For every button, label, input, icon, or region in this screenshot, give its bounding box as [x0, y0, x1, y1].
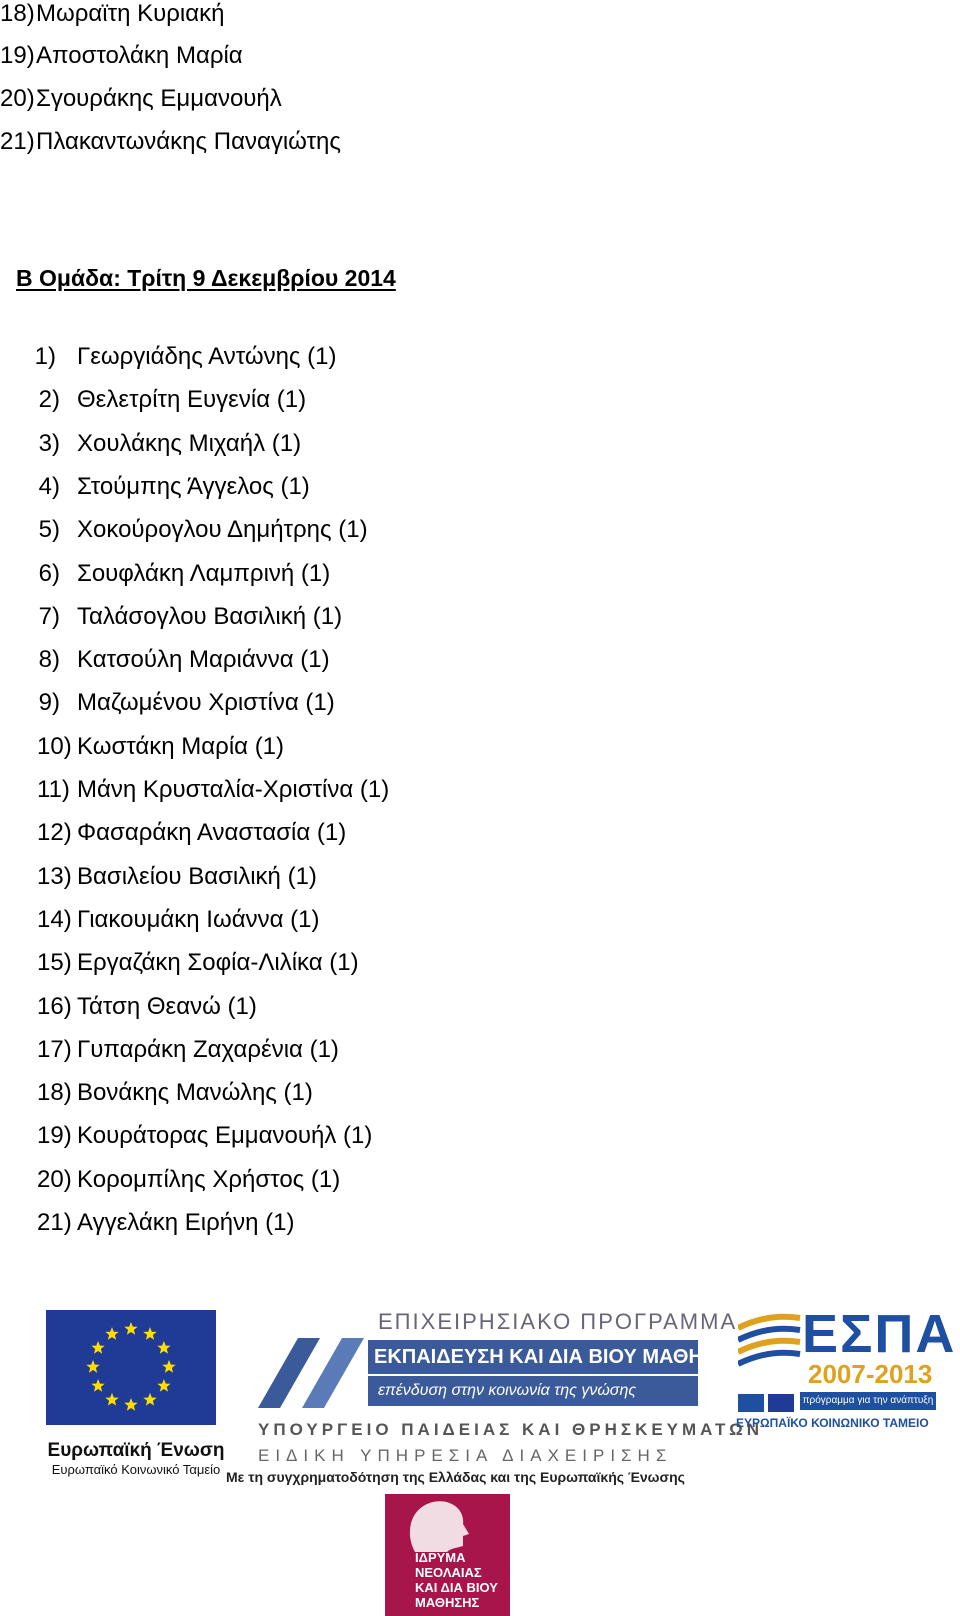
- item-name: Μάνη Κρυσταλία-Χριστίνα (1): [77, 776, 390, 803]
- item-name: Φασαράκη Αναστασία (1): [77, 819, 347, 847]
- item-number: 2): [38, 386, 60, 414]
- item-number: 10): [37, 732, 72, 760]
- item-number: 19): [0, 42, 35, 69]
- item-name: Γυπαράκη Ζαχαρένια (1): [77, 1035, 339, 1063]
- item-number: 17): [37, 1035, 72, 1063]
- item-name: Σγουράκης Εμμανουήλ: [36, 85, 282, 112]
- espa-fund-name: ΕΥΡΩΠΑΪΚΟ ΚΟΙΝΩΝΙΚΟ ΤΑΜΕΙΟ: [736, 1416, 929, 1430]
- inedivim-line: ΚΑΙ ΔΙΑ ΒΙΟΥ: [415, 1580, 498, 1595]
- eu-fund-name: Ευρωπαϊκό Κοινωνικό Ταμείο: [51, 1462, 221, 1477]
- item-name: Εργαζάκη Σοφία-Λιλίκα (1): [77, 949, 359, 977]
- item-name: Πλακαντωνάκης Παναγιώτης: [36, 128, 341, 155]
- item-name: Γιακουμάκη Ιωάννα (1): [77, 905, 320, 933]
- operational-programme-logo: [258, 1309, 764, 1465]
- item-name: Τάτση Θεανώ (1): [77, 992, 257, 1020]
- item-number: 21): [37, 1209, 72, 1236]
- list-item: [0, 0, 224, 28]
- item-number: 14): [37, 905, 72, 933]
- item-name: Στούμπης Άγγελος (1): [77, 472, 310, 500]
- list-item: [0, 85, 282, 113]
- programme-title: ΕΠΙΧΕΙΡΗΣΙΑΚΟ ΠΡΟΓΡΑΜΜΑ: [378, 1309, 738, 1334]
- item-number: 16): [37, 992, 72, 1020]
- item-number: 6): [38, 559, 60, 587]
- item-number: 1): [34, 343, 56, 370]
- item-name: Κορομπίλης Χρήστος (1): [77, 1165, 341, 1193]
- inedivim-line: ΝΕΟΛΑΙΑΣ: [415, 1565, 482, 1580]
- list-item: [0, 42, 243, 70]
- item-name: Ταλάσογλου Βασιλική (1): [77, 602, 343, 630]
- eu-label: [46, 1440, 226, 1478]
- cofunding-note: Με τη συγχρηματοδότηση της Ελλάδας και της Ευρωπαϊκής Ένωσης: [226, 1469, 685, 1485]
- inedivim-line: ΜΑΘΗΣΗΣ: [415, 1595, 480, 1610]
- item-name: Μαζωμένου Χριστίνα (1): [77, 689, 335, 717]
- item-number: 18): [0, 0, 35, 27]
- section-heading: Β Ομάδα: Τρίτη 9 Δεκεμβρίου 2014: [16, 265, 396, 291]
- item-number: 21): [0, 128, 35, 155]
- espa-years: 2007-2013: [808, 1359, 933, 1389]
- inedivim-name: [415, 1550, 510, 1610]
- item-number: 20): [37, 1165, 72, 1193]
- item-name: Μωραϊτη Κυριακή: [36, 0, 225, 27]
- item-name: Βασιλείου Βασιλική (1): [77, 862, 317, 890]
- ministry-name: ΥΠΟΥΡΓΕΙΟ ΠΑΙΔΕΙΑΣ ΚΑΙ ΘΡΗΣΚΕΥΜΑΤΩΝ: [258, 1420, 764, 1439]
- item-name: Χουλάκης Μιχαήλ (1): [77, 429, 302, 457]
- list-item: [0, 128, 341, 156]
- item-number: 11): [37, 776, 70, 803]
- item-number: 5): [38, 516, 60, 544]
- item-name: Βονάκης Μανώλης (1): [77, 1079, 313, 1107]
- item-name: Θελετρίτη Ευγενία (1): [77, 386, 307, 414]
- eu-flag-icon: [46, 1310, 216, 1425]
- programme-slogan: επένδυση στην κοινωνία της γνώσης: [368, 1376, 698, 1406]
- item-name: Αγγελάκη Ειρήνη (1): [77, 1209, 295, 1236]
- item-number: 20): [0, 85, 35, 112]
- item-name: Αποστολάκη Μαρία: [36, 42, 243, 69]
- item-number: 18): [37, 1079, 72, 1107]
- item-number: 15): [37, 949, 72, 977]
- item-number: 19): [37, 1122, 72, 1150]
- espa-tagline: πρόγραμμα για την ανάπτυξη: [800, 1392, 936, 1410]
- managing-authority: ΕΙΔΙΚΗ ΥΠΗΡΕΣΙΑ ΔΙΑΧΕΙΡΙΣΗΣ: [258, 1446, 673, 1465]
- item-name: Κατσούλη Μαριάννα (1): [77, 646, 330, 674]
- programme-emblem-icon: [258, 1338, 364, 1408]
- item-number: 12): [37, 819, 72, 847]
- profile-head-icon: [385, 1494, 510, 1554]
- item-name: Γεωργιάδης Αντώνης (1): [77, 343, 337, 370]
- item-number: 9): [38, 689, 60, 717]
- eu-name: Ευρωπαϊκή Ένωση: [47, 1440, 225, 1461]
- item-name: Χοκούρογλου Δημήτρης (1): [77, 516, 368, 544]
- item-name: Κουράτορας Εμμανουήλ (1): [77, 1122, 373, 1150]
- item-number: 3): [38, 429, 60, 457]
- item-number: 13): [37, 862, 72, 890]
- item-name: Κωστάκη Μαρία (1): [77, 732, 285, 760]
- item-number: 4): [38, 472, 60, 500]
- programme-name: ΕΚΠΑΙΔΕΥΣΗ ΚΑΙ ΔΙΑ ΒΙΟΥ ΜΑΘΗΣΗ: [368, 1340, 698, 1374]
- item-name: Σουφλάκη Λαμπρινή (1): [77, 559, 331, 587]
- item-number: 8): [38, 646, 60, 674]
- espa-name: ΕΣΠΑ: [802, 1304, 957, 1364]
- item-number: 7): [38, 602, 60, 630]
- inedivim-line: ΙΔΡΥΜΑ: [415, 1550, 466, 1565]
